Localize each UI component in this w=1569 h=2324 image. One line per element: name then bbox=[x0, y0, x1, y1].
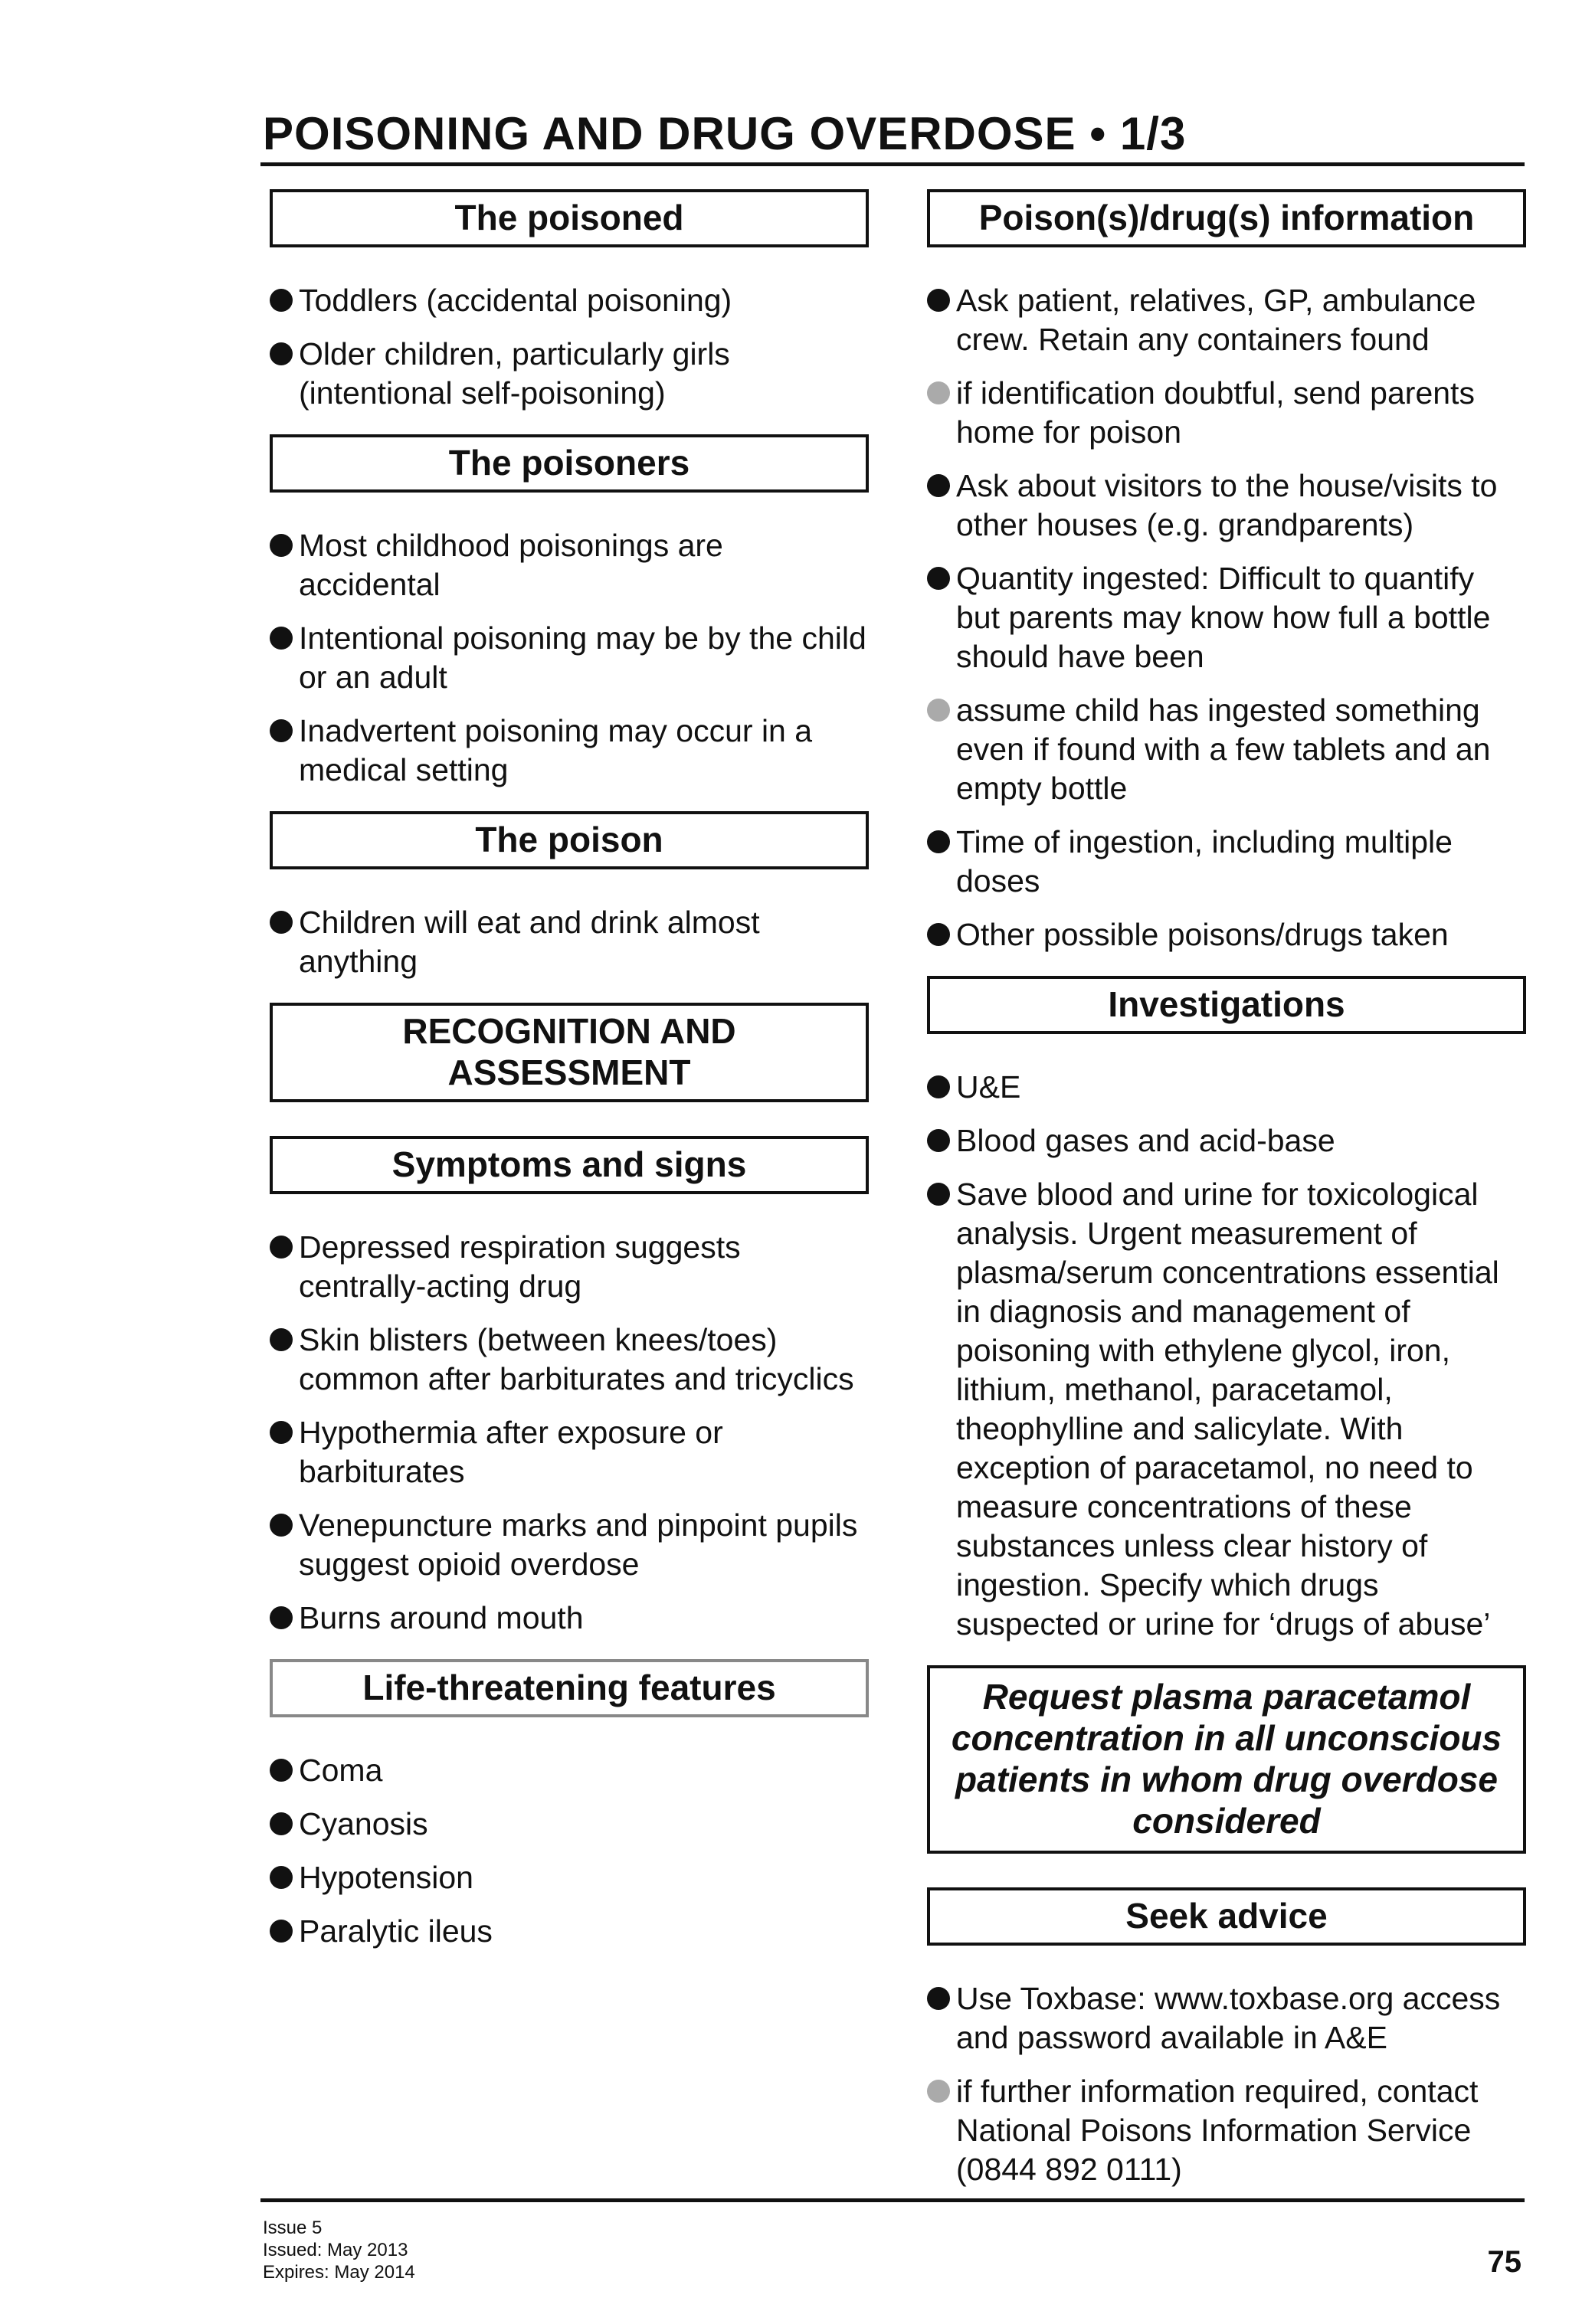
right-column bbox=[927, 189, 1526, 2211]
list-item: Inadvertent poisoning may occur in a medical setting bbox=[270, 712, 869, 790]
list-item: Coma bbox=[270, 1751, 869, 1790]
list-item: Children will eat and drink almost anything bbox=[270, 903, 869, 981]
list-item: Ask patient, relatives, GP, ambulance crew. Retain any containers found bbox=[927, 281, 1526, 359]
bullet-icon bbox=[270, 1328, 293, 1351]
bullet-icon bbox=[270, 1514, 293, 1537]
bullet-icon bbox=[927, 1075, 950, 1098]
list-item: Cyanosis bbox=[270, 1805, 869, 1844]
list-item: Save blood and urine for toxicological analysis. Urgent measurement of plasma/serum concentrations essential in diagnosis and management of poisoning with ethylene glycol, iron, lithium, methanol, paracetamol, theophylline and salicylate. With exception of paracetamol, no need to measure concentrations of these substances unless clear history of ingestion. Specify which drugs suspected or urine for ‘drugs of abuse’ bbox=[927, 1175, 1526, 1644]
list-item: Most childhood poisonings are accidental bbox=[270, 526, 869, 604]
bullet-icon bbox=[270, 719, 293, 742]
bullet-icon bbox=[270, 534, 293, 557]
list-item: Quantity ingested: Difficult to quantify but parents may know how full a bottle should have been bbox=[927, 559, 1526, 676]
list-item: Toddlers (accidental poisoning) bbox=[270, 281, 869, 320]
expires-date: Expires: May 2014 bbox=[263, 2262, 415, 2283]
sub-bullet-icon bbox=[927, 381, 950, 404]
section-heading-life-threatening: Life-threatening features bbox=[270, 1659, 869, 1717]
page-number: 75 bbox=[1487, 2245, 1522, 2279]
list-item: Use Toxbase: www.toxbase.org access and password available in A&E bbox=[927, 1979, 1526, 2057]
bullet-icon bbox=[270, 627, 293, 650]
issue-number: Issue 5 bbox=[263, 2218, 323, 2238]
section-heading-drug-info: Poison(s)/drug(s) information bbox=[927, 189, 1526, 247]
list-item: if further information required, contact National Poisons Information Service (0844 892 0111) bbox=[927, 2072, 1526, 2189]
section-heading-recognition: RECOGNITION AND ASSESSMENT bbox=[270, 1003, 869, 1102]
bullet-icon bbox=[270, 1759, 293, 1782]
investigations-list bbox=[927, 1068, 1526, 1644]
footer-info bbox=[263, 2217, 415, 2283]
left-column bbox=[270, 189, 869, 1972]
seek-advice-list bbox=[927, 1979, 1526, 2189]
bullet-icon bbox=[927, 289, 950, 312]
bullet-icon bbox=[270, 1812, 293, 1835]
bullet-icon bbox=[927, 567, 950, 590]
section-heading-investigations: Investigations bbox=[927, 976, 1526, 1034]
bullet-icon bbox=[270, 1866, 293, 1889]
list-item: Depressed respiration suggests centrally-acting drug bbox=[270, 1228, 869, 1306]
bullet-icon bbox=[927, 830, 950, 853]
list-item: if identification doubtful, send parents home for poison bbox=[927, 374, 1526, 452]
list-item: U&E bbox=[927, 1068, 1526, 1107]
list-item: Hypothermia after exposure or barbiturates bbox=[270, 1413, 869, 1491]
list-item: Older children, particularly girls (intentional self-poisoning) bbox=[270, 335, 869, 413]
section-heading-poisoners: The poisoners bbox=[270, 434, 869, 493]
page-title: POISONING AND DRUG OVERDOSE • 1/3 bbox=[263, 108, 1187, 159]
bullet-icon bbox=[270, 911, 293, 934]
life-threatening-list bbox=[270, 1751, 869, 1951]
list-item: Venepuncture marks and pinpoint pupils suggest opioid overdose bbox=[270, 1506, 869, 1584]
list-item: Time of ingestion, including multiple doses bbox=[927, 823, 1526, 901]
bullet-icon bbox=[927, 923, 950, 946]
list-item: Other possible poisons/drugs taken bbox=[927, 915, 1526, 954]
list-item: Skin blisters (between knees/toes) common after barbiturates and tricyclics bbox=[270, 1321, 869, 1399]
poison-list bbox=[270, 903, 869, 981]
list-item: Intentional poisoning may be by the child or an adult bbox=[270, 619, 869, 697]
drug-info-list bbox=[927, 281, 1526, 954]
list-item: Paralytic ileus bbox=[270, 1912, 869, 1951]
footer-divider bbox=[260, 2198, 1525, 2202]
bullet-icon bbox=[270, 289, 293, 312]
poisoners-list bbox=[270, 526, 869, 790]
list-item: assume child has ingested something even if found with a few tablets and an empty bottle bbox=[927, 691, 1526, 808]
bullet-icon bbox=[927, 1183, 950, 1206]
symptoms-list bbox=[270, 1228, 869, 1638]
bullet-icon bbox=[927, 474, 950, 497]
sub-bullet-icon bbox=[927, 2080, 950, 2103]
request-paracetamol-note: Request plasma paracetamol concentration in all unconscious patients in whom drug overdose considered bbox=[927, 1665, 1526, 1854]
bullet-icon bbox=[270, 1606, 293, 1629]
title-divider bbox=[260, 162, 1525, 166]
poisoned-list bbox=[270, 281, 869, 413]
bullet-icon bbox=[270, 1920, 293, 1943]
bullet-icon bbox=[927, 1987, 950, 2010]
section-heading-seek-advice: Seek advice bbox=[927, 1887, 1526, 1946]
issued-date: Issued: May 2013 bbox=[263, 2240, 408, 2260]
list-item: Ask about visitors to the house/visits to other houses (e.g. grandparents) bbox=[927, 466, 1526, 545]
sub-bullet-icon bbox=[927, 699, 950, 722]
bullet-icon bbox=[270, 342, 293, 365]
section-heading-symptoms: Symptoms and signs bbox=[270, 1136, 869, 1194]
section-heading-poisoned: The poisoned bbox=[270, 189, 869, 247]
bullet-icon bbox=[927, 1129, 950, 1152]
bullet-icon bbox=[270, 1421, 293, 1444]
bullet-icon bbox=[270, 1236, 293, 1259]
list-item: Blood gases and acid-base bbox=[927, 1121, 1526, 1160]
list-item: Burns around mouth bbox=[270, 1599, 869, 1638]
section-heading-poison: The poison bbox=[270, 811, 869, 869]
list-item: Hypotension bbox=[270, 1858, 869, 1897]
